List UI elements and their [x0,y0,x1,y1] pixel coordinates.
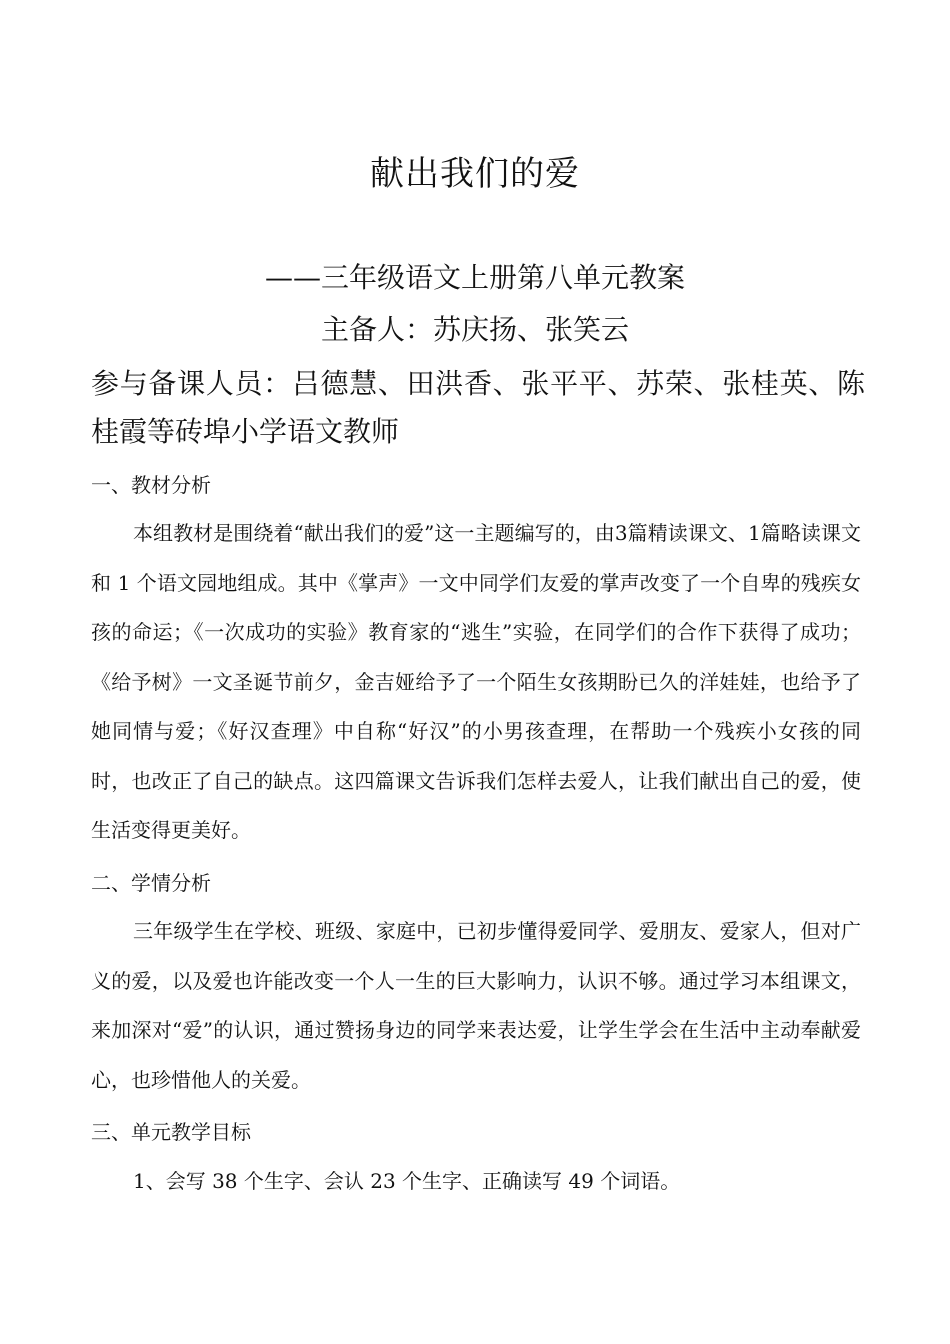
main-preparer: 主备人：苏庆扬、张笑云 [320,313,629,346]
participants-list: 参与备课人员：吕德慧、田洪香、张平平、苏荣、张桂英、陈桂霞等砖埠小学语文教师 [91,367,865,448]
section-paragraph-student-analysis: 三年级学生在学校、班级、家庭中，已初步懂得爱同学、爱朋友、爱家人，但对广义的爱，以及爱也许能改变一个人一生的巨大影响力，认识不够。通过学习本组课文，来加深对“爱”的认识，通过赞扬身边的同学来表达爱，让学生学会在生活中主动奉献爱心，也珍惜他人的关爱。 [91,919,861,1092]
section-heading-unit-goals: 三、单元教学目标 [91,1120,251,1144]
unit-goal-item: 1、会写 38 个生字、会认 23 个生字、正确读写 49 个词语。 [133,1169,681,1193]
document-subtitle: ——三年级语文上册第八单元教案 [264,261,685,294]
section-heading-textbook-analysis: 一、教材分析 [91,473,211,497]
section-heading-student-analysis: 二、学情分析 [91,871,211,895]
document-title: 献出我们的爱 [370,154,580,194]
section-paragraph-textbook-analysis: 本组教材是围绕着“献出我们的爱”这一主题编写的，由3篇精读课文、1篇略读课文和 1 个语文园地组成。其中《掌声》一文中同学们友爱的掌声改变了一个自卑的残疾女孩的命运；《一次成功的实验》教育家的“逃生”实验，在同学们的合作下获得了成功；《给予树》一文圣诞节前夕，金吉娅给予了一个陌生女孩期盼已久的洋娃娃，也给予了她同情与爱；《好汉查理》中自称“好汉”的小男孩查理，在帮助一个残疾小女孩的同时，也改正了自己的缺点。这四篇课文告诉我们怎样去爱人，让我们献出自己的爱，使生活变得更美好。 [91,521,861,842]
